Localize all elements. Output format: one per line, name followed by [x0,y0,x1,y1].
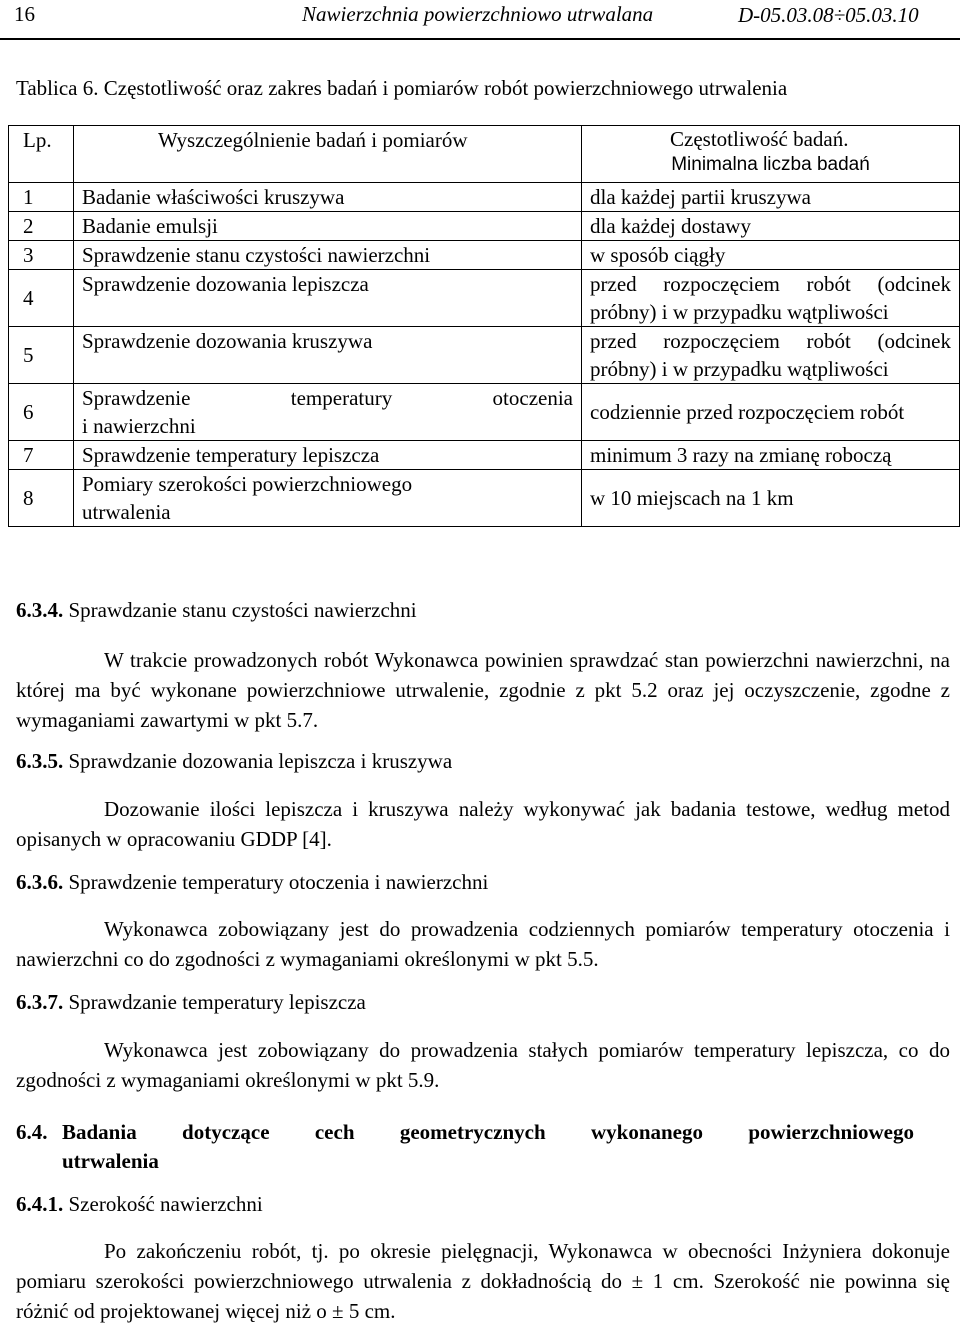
row-freq: codziennie przed rozpoczęciem robót [582,384,960,441]
table-row [9,327,960,384]
header-freq-line2: Minimalna liczba badań [671,154,870,175]
section-body [16,914,950,974]
section-heading [16,870,488,895]
row-freq-line2: próbny) i w przypadku wątpliwości [590,300,889,324]
document-title: Nawierzchnia powierzchniowo utrwalana [302,2,654,26]
section-title: Sprawdzanie stanu czystości nawierzchni [68,598,417,622]
row-lp: 4 [9,270,74,327]
section-number: 6.3.7. [16,990,64,1014]
row-desc-line1: Sprawdzenie temperatury otoczenia [82,386,573,410]
section-body [16,794,950,854]
row-lp: 8 [9,470,74,527]
section-number: 6.4.1. [16,1192,64,1216]
row-desc-line2: i nawierzchni [82,414,196,438]
section-heading [16,749,452,774]
row-desc-line2: utrwalenia [82,500,171,524]
section-number: 6.3.6. [16,870,64,894]
row-desc: Badanie właściwości kruszywa [74,183,582,212]
table-header-row [9,126,960,183]
row-lp: 1 [9,183,74,212]
section-body [16,1236,950,1326]
table-row [9,212,960,241]
header-desc: Wyszczególnienie badań i pomiarów [74,126,582,183]
table-row [9,470,960,527]
header-freq [582,126,960,183]
row-desc: Badanie emulsji [74,212,582,241]
row-desc: Sprawdzenie dozowania lepiszcza [74,270,582,327]
row-lp: 6 [9,384,74,441]
table-caption: Tablica 6. Częstotliwość oraz zakres badań i pomiarów robót powierzchniowego utrwalenia [16,76,788,100]
section-heading [16,598,417,623]
section-title-line2: utrwalenia [62,1149,159,1173]
row-desc [74,470,582,527]
row-desc: Sprawdzenie dozowania kruszywa [74,327,582,384]
header-lp: Lp. [9,126,74,183]
row-lp: 3 [9,241,74,270]
section-title: Sprawdzenie temperatury otoczenia i nawierzchni [68,870,489,894]
row-freq: w sposób ciągły [582,241,960,270]
section-title-line1: Badania dotyczące cech geometrycznych wykonanego powierzchniowego [62,1120,914,1144]
row-freq: minimum 3 razy na zmianę roboczą [582,441,960,470]
section-heading [16,990,366,1015]
row-desc [74,384,582,441]
tests-table [8,125,960,527]
section-paragraph: W trakcie prowadzonych robót Wykonawca powinien sprawdzać stan powierzchni nawierzchni, na której ma być wykonane powierzchniowe utrwalenie, zgodnie z pkt 5.2 oraz jej oczyszczenie, zgodne z wymaganiami zawartymi w pkt 5.7. [16,648,950,732]
row-freq-line1: przed rozpoczęciem robót (odcinek [590,272,951,296]
table-row [9,384,960,441]
table-row [9,183,960,212]
row-freq: w 10 miejscach na 1 km [582,470,960,527]
row-freq: dla każdej dostawy [582,212,960,241]
section-title: Szerokość nawierzchni [68,1192,263,1216]
table-row [9,241,960,270]
row-lp: 5 [9,327,74,384]
section-heading-bold [16,1118,950,1176]
section-title: Sprawdzanie temperatury lepiszcza [68,990,366,1014]
row-desc: Sprawdzenie temperatury lepiszcza [74,441,582,470]
header-freq-line1: Częstotliwość badań. [670,127,849,151]
header-rule [0,38,960,40]
section-body [16,1035,950,1095]
document-code: D-05.03.08÷05.03.10 [738,3,919,27]
section-paragraph: Wykonawca jest zobowiązany do prowadzenia stałych pomiarów temperatury lepiszcza, co do zgodności z wymaganiami określonymi w pkt 5.9. [16,1038,950,1092]
section-number: 6.4. [16,1120,48,1144]
row-desc-line1: Pomiary szerokości powierzchniowego [82,472,413,496]
section-paragraph: Dozowanie ilości lepiszcza i kruszywa należy wykonywać jak badania testowe, według metod opisanych w opracowaniu GDDP [4]. [16,797,950,851]
section-paragraph: Po zakończeniu robót, tj. po okresie pielęgnacji, Wykonawca w obecności Inżyniera dokonuje pomiaru szerokości powierzchniowego utrwalenia z dokładnością do ± 1 cm. Szerokość nie powinna się różnić od projektowanej więcej niż o ± 5 cm. [16,1239,950,1323]
section-title: Sprawdzanie dozowania lepiszcza i kruszywa [68,749,453,773]
section-heading-line [16,1118,950,1147]
row-freq [582,327,960,384]
table-row [9,441,960,470]
table-row [9,270,960,327]
section-number: 6.3.4. [16,598,64,622]
section-paragraph: Wykonawca zobowiązany jest do prowadzenia codziennych pomiarów temperatury otoczenia i nawierzchni co do zgodności z wymaganiami określonymi w pkt 5.5. [16,917,950,971]
section-heading [16,1192,263,1217]
page-number: 16 [14,2,35,26]
row-lp: 7 [9,441,74,470]
row-lp: 2 [9,212,74,241]
row-freq-line1: przed rozpoczęciem robót (odcinek [590,329,951,353]
section-number: 6.3.5. [16,749,64,773]
section-body [16,645,950,735]
row-freq [582,270,960,327]
row-freq-line2: próbny) i w przypadku wątpliwości [590,357,889,381]
row-freq: dla każdej partii kruszywa [582,183,960,212]
page-header [0,0,960,40]
row-desc: Sprawdzenie stanu czystości nawierzchni [74,241,582,270]
